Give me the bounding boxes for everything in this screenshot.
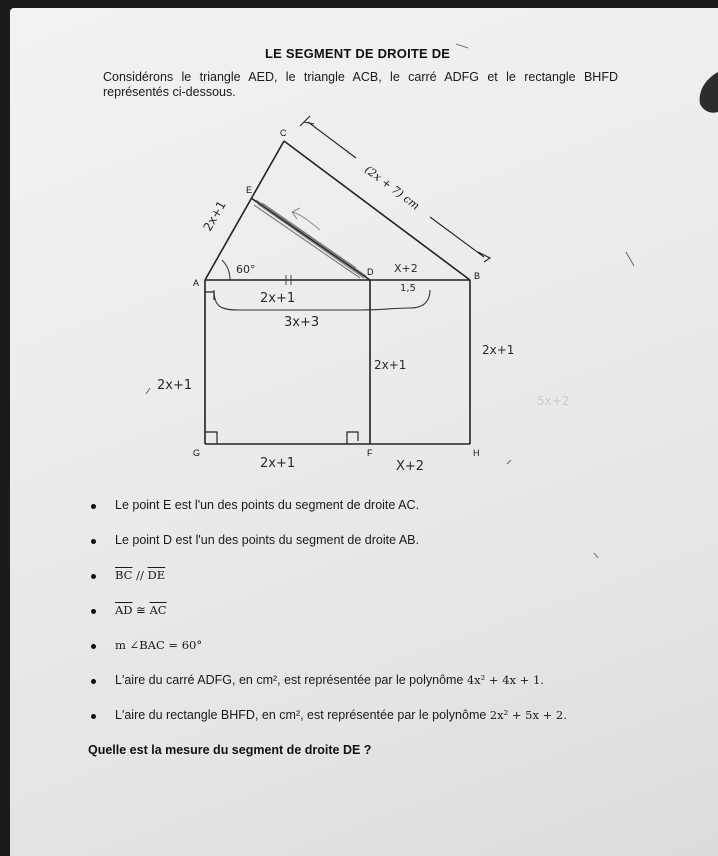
hw-fh: X+2 — [396, 459, 425, 474]
list-item: Le point D est l'un des points du segment de droite AB. — [88, 533, 567, 568]
hw-ae: 2x+1 — [200, 198, 229, 234]
label-f: F — [367, 448, 373, 458]
list-item: $\overline{AD}$ ≅ $\overline{AC}$ — [88, 603, 567, 638]
label-cb-length: (2x + 7) cm — [362, 163, 423, 213]
label-g: G — [193, 448, 201, 458]
label-h: H — [473, 448, 480, 458]
intro-paragraph: Considérons le triangle AED, le triangle ACB, le carré ADFG et le rectangle BHFD représentés ci-dessous. — [103, 70, 618, 99]
list-item: $\overline{BC} // \overline{DE}$ — [88, 568, 567, 603]
segment-cb — [284, 141, 470, 280]
hw-faint-right: 5x+2 — [537, 394, 570, 408]
hw-gf: 2x+1 — [260, 456, 296, 471]
right-angle-g — [205, 432, 217, 444]
question-text: Quelle est la mesure du segment de droite DE ? — [88, 743, 372, 757]
label-e: E — [246, 185, 253, 195]
right-angle-f — [347, 432, 358, 444]
hw-ad-top: 2x+1 — [260, 291, 296, 306]
edge-shadow — [700, 72, 718, 113]
label-c: C — [280, 128, 287, 138]
page-title: LE SEGMENT DE DROITE DE — [265, 46, 451, 61]
pen-mark — [456, 44, 468, 48]
label-b: B — [474, 271, 481, 281]
list-item: m ∠BAC = 60° — [88, 638, 567, 673]
hw-db-top: X+2 — [394, 262, 418, 275]
given-facts-list — [88, 498, 567, 743]
brace-ab — [214, 290, 430, 310]
hw-ab-total: 3x+3 — [284, 315, 320, 330]
label-d: D — [367, 267, 374, 277]
hw-bh: 2x+1 — [482, 343, 515, 357]
hw-db-ratio: 1,5 — [400, 283, 416, 294]
right-angle-a — [205, 292, 214, 300]
list-item: L'aire du rectangle BHFD, en cm², est représentée par le polynôme 2x² + 5x + 2. — [88, 708, 567, 743]
hw-df: 2x+1 — [374, 358, 407, 372]
list-item: L'aire du carré ADFG, en cm², est représentée par le polynôme 4x² + 4x + 1. — [88, 673, 567, 708]
label-a: A — [193, 278, 200, 288]
list-item: Le point E est l'un des points du segment de droite AC. — [88, 498, 567, 533]
segment-de — [251, 198, 370, 280]
hw-angle: 60° — [236, 263, 256, 276]
hw-ag: 2x+1 — [157, 378, 193, 393]
angle-arc-a — [222, 260, 230, 280]
